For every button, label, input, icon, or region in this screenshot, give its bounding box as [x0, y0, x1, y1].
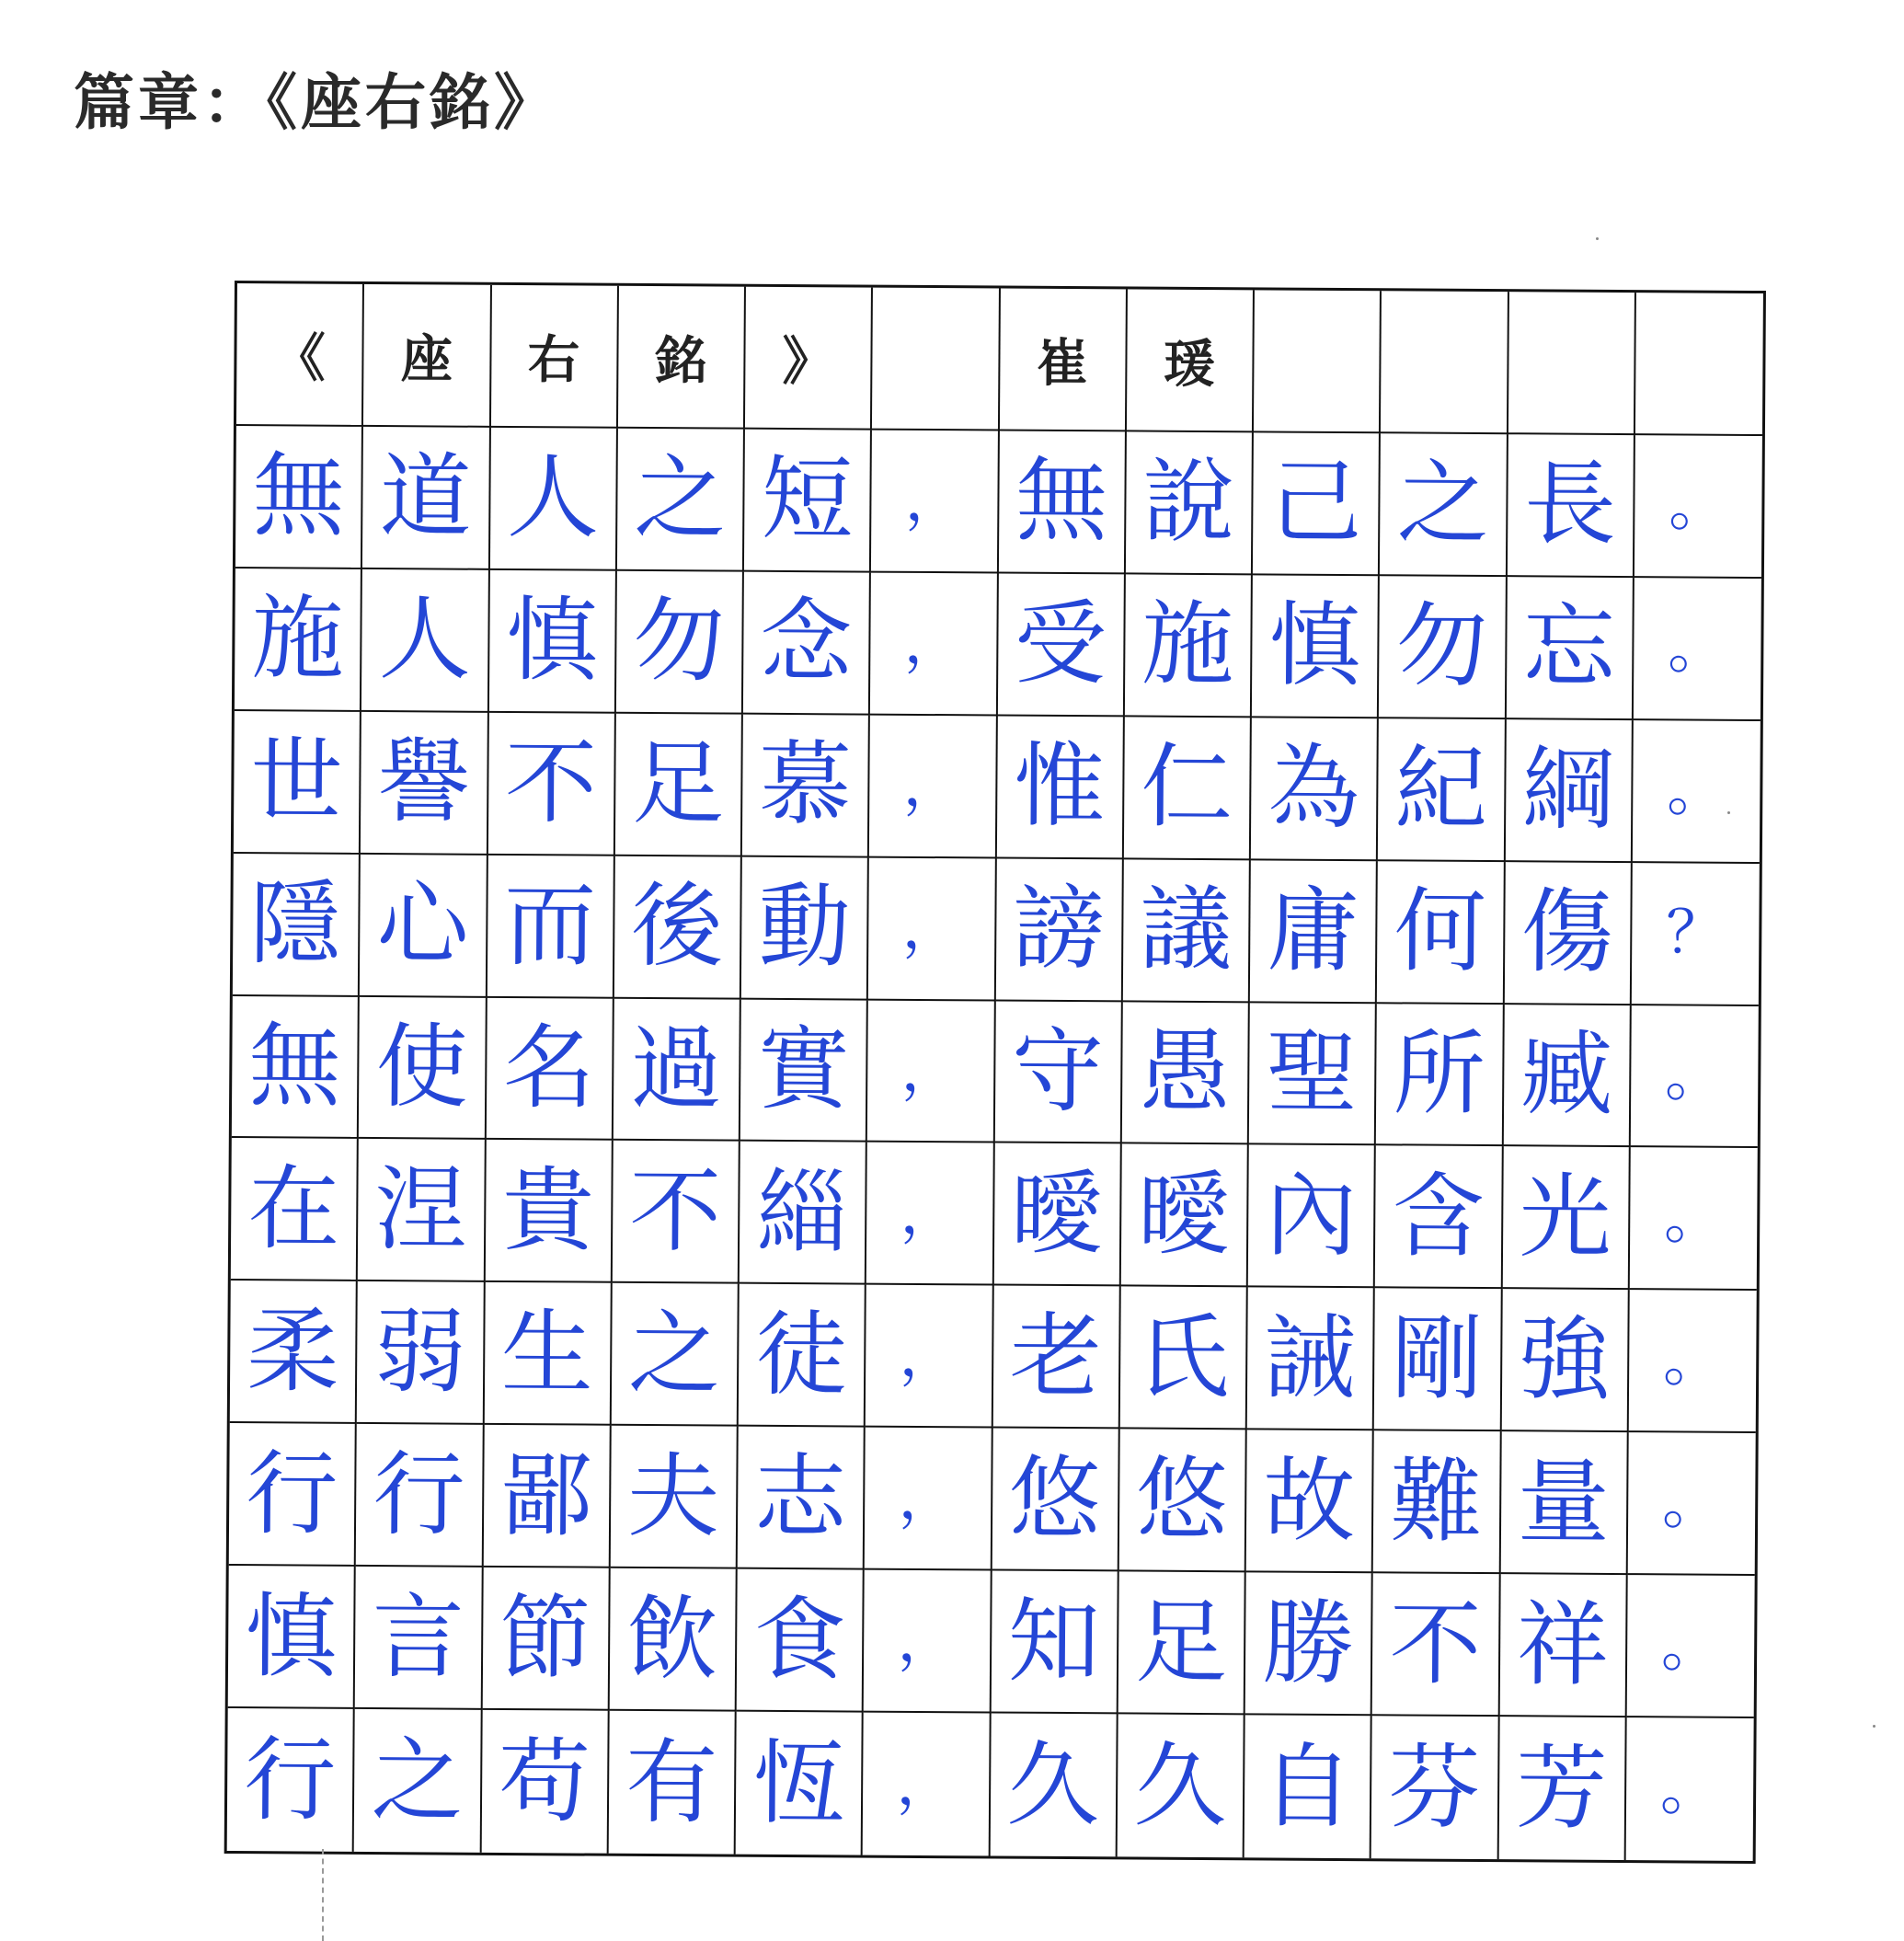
character-cell: 生	[484, 1282, 612, 1426]
character-cell: 念	[743, 572, 871, 716]
punctuation-cell: 。	[1628, 1290, 1756, 1433]
character-cell: 祥	[1499, 1574, 1627, 1717]
punctuation-cell: ，	[868, 857, 996, 1001]
character-cell: 鄙	[483, 1425, 611, 1568]
scan-speck	[1873, 1725, 1875, 1728]
character-cell: 守	[994, 1001, 1122, 1144]
scan-speck	[1727, 811, 1730, 814]
character-cell: 後	[614, 856, 742, 999]
character-cell: 苟	[481, 1710, 609, 1854]
title-cell: 銘	[618, 286, 746, 430]
character-cell: 忘	[1506, 577, 1634, 720]
title-cell	[872, 288, 1000, 431]
character-cell: 人	[361, 569, 489, 713]
character-cell: 誡	[1247, 1288, 1375, 1431]
character-cell: 說	[1126, 431, 1254, 575]
character-cell: 涅	[358, 1139, 486, 1282]
character-cell: 柔	[230, 1281, 358, 1424]
character-cell: 故	[1246, 1430, 1374, 1574]
character-cell: 施	[1125, 574, 1253, 718]
character-cell: 世	[234, 711, 361, 855]
character-cell: 而	[487, 856, 614, 999]
character-cell: 剛	[1374, 1289, 1502, 1432]
character-cell: 愚	[1122, 1002, 1250, 1145]
character-cell: 議	[1123, 859, 1251, 1003]
character-cell: 施	[235, 569, 362, 712]
punctuation-cell: 。	[1631, 1005, 1759, 1149]
character-cell: 曖	[993, 1143, 1121, 1287]
character-cell: 勿	[1379, 576, 1507, 719]
title-cell	[1635, 293, 1763, 436]
character-cell: 無	[998, 431, 1126, 575]
character-cell: 行	[227, 1708, 355, 1852]
punctuation-cell: 。	[1634, 435, 1762, 579]
character-cell: 足	[1118, 1572, 1245, 1716]
punctuation-cell: ，	[870, 572, 998, 716]
character-cell: 氏	[1119, 1287, 1247, 1430]
punctuation-cell: 。	[1633, 720, 1761, 864]
character-cell: 心	[360, 855, 487, 998]
character-cell: 不	[613, 1141, 740, 1284]
punctuation-cell: ，	[864, 1570, 992, 1714]
character-cell: 行	[356, 1424, 484, 1568]
character-cell: 足	[615, 714, 743, 857]
punctuation-cell: ，	[871, 431, 999, 574]
character-cell: 慕	[742, 714, 870, 857]
title-cell: 座	[363, 284, 491, 428]
character-cell: 仁	[1124, 717, 1252, 860]
character-cell: 過	[614, 998, 741, 1142]
character-cell: 隱	[233, 854, 361, 997]
punctuation-cell: 。	[1634, 578, 1761, 721]
character-cell: 食	[737, 1569, 865, 1713]
punctuation-cell: ，	[866, 1143, 994, 1286]
character-cell: 芳	[1498, 1717, 1626, 1860]
character-cell: 老	[992, 1286, 1120, 1430]
title-cell: 《	[236, 283, 364, 427]
character-cell: 在	[231, 1138, 359, 1281]
character-cell: 紀	[1378, 718, 1506, 862]
character-cell: 惟	[996, 716, 1124, 859]
character-cell: 久	[1117, 1714, 1244, 1857]
punctuation-cell: ，	[866, 1285, 993, 1429]
character-cell: 夫	[610, 1426, 738, 1569]
character-cell: 人	[489, 428, 617, 571]
character-cell: 自	[1244, 1715, 1372, 1858]
character-cell: 實	[740, 999, 868, 1143]
character-cell: 綱	[1505, 719, 1633, 863]
punctuation-cell: ，	[867, 1000, 995, 1143]
character-cell: 芬	[1371, 1716, 1499, 1859]
character-cell: 己	[1253, 432, 1381, 576]
character-cell: 勝	[1245, 1573, 1373, 1717]
character-cell: 譽	[361, 712, 488, 856]
character-cell: 長	[1507, 434, 1634, 578]
character-cell: 道	[362, 427, 490, 570]
punctuation-cell: 。	[1626, 1575, 1754, 1718]
punctuation-cell: 。	[1627, 1432, 1755, 1576]
character-cell: 不	[1372, 1573, 1500, 1717]
character-cell: 為	[1251, 718, 1379, 861]
character-cell: 內	[1248, 1145, 1376, 1289]
title-cell	[1254, 290, 1382, 433]
character-cell: 短	[744, 430, 872, 573]
character-cell: 知	[991, 1571, 1118, 1715]
character-cell: 之	[612, 1283, 740, 1427]
character-cell: 恆	[736, 1712, 864, 1855]
character-cell: 受	[997, 573, 1125, 717]
character-cell: 之	[354, 1709, 482, 1853]
character-cell: 行	[229, 1423, 357, 1567]
character-cell: 弱	[357, 1281, 485, 1425]
character-cell: 動	[741, 856, 869, 1000]
character-cell: 貴	[485, 1140, 613, 1283]
character-cell: 謗	[995, 858, 1123, 1002]
character-cell: 難	[1373, 1431, 1501, 1575]
punctuation-cell: ，	[869, 715, 997, 858]
punctuation-cell: ？	[1632, 863, 1760, 1006]
character-cell: 言	[355, 1567, 483, 1710]
character-cell: 久	[990, 1714, 1118, 1857]
character-cell: 量	[1500, 1431, 1628, 1575]
character-cell: 悠	[1118, 1430, 1246, 1573]
character-cell: 光	[1502, 1147, 1630, 1291]
character-cell: 聖	[1249, 1003, 1377, 1146]
page-heading: 篇章：《座右銘》	[74, 66, 558, 138]
character-cell: 庸	[1250, 860, 1378, 1004]
character-cell: 慎	[1252, 575, 1380, 718]
punctuation-cell: 。	[1659, 1754, 1720, 1824]
character-cell: 不	[487, 713, 615, 856]
character-cell: 強	[1501, 1290, 1629, 1433]
character-cell: 徒	[739, 1284, 866, 1428]
margin-dashed-line	[322, 1849, 324, 1941]
character-cell: 曖	[1121, 1144, 1249, 1288]
character-cell: 名	[486, 997, 614, 1141]
title-cell: 右	[490, 285, 618, 429]
punctuation-cell: 。	[1630, 1148, 1758, 1292]
character-cell: 節	[482, 1568, 610, 1711]
character-cell: 勿	[616, 571, 744, 715]
character-cell: 無	[232, 996, 360, 1140]
character-cell: 之	[617, 429, 745, 572]
writing-grid	[224, 281, 1766, 1864]
character-cell: 所	[1376, 1004, 1504, 1147]
character-cell: 無	[235, 426, 363, 569]
title-cell	[1381, 291, 1508, 434]
title-cell: 瑗	[1127, 289, 1255, 432]
character-cell: 悠	[992, 1429, 1119, 1572]
character-cell: 慎	[228, 1566, 356, 1709]
character-cell: 慎	[488, 570, 616, 714]
punctuation-cell: ，	[865, 1428, 992, 1571]
character-cell: 之	[1380, 433, 1508, 577]
character-cell: 臧	[1503, 1005, 1631, 1148]
punctuation-cell: ，	[863, 1713, 991, 1856]
character-cell: 使	[359, 997, 487, 1141]
character-cell: 何	[1377, 861, 1505, 1005]
character-cell: 有	[608, 1711, 736, 1855]
character-cell: 飲	[609, 1568, 737, 1712]
character-cell: 傷	[1504, 862, 1632, 1005]
title-cell	[1508, 292, 1635, 435]
character-cell: 含	[1375, 1146, 1503, 1290]
character-cell: 志	[738, 1427, 866, 1570]
scan-speck	[1596, 237, 1599, 240]
title-cell: 崔	[999, 289, 1127, 432]
character-cell: 緇	[740, 1142, 867, 1285]
title-cell: 》	[745, 287, 873, 431]
